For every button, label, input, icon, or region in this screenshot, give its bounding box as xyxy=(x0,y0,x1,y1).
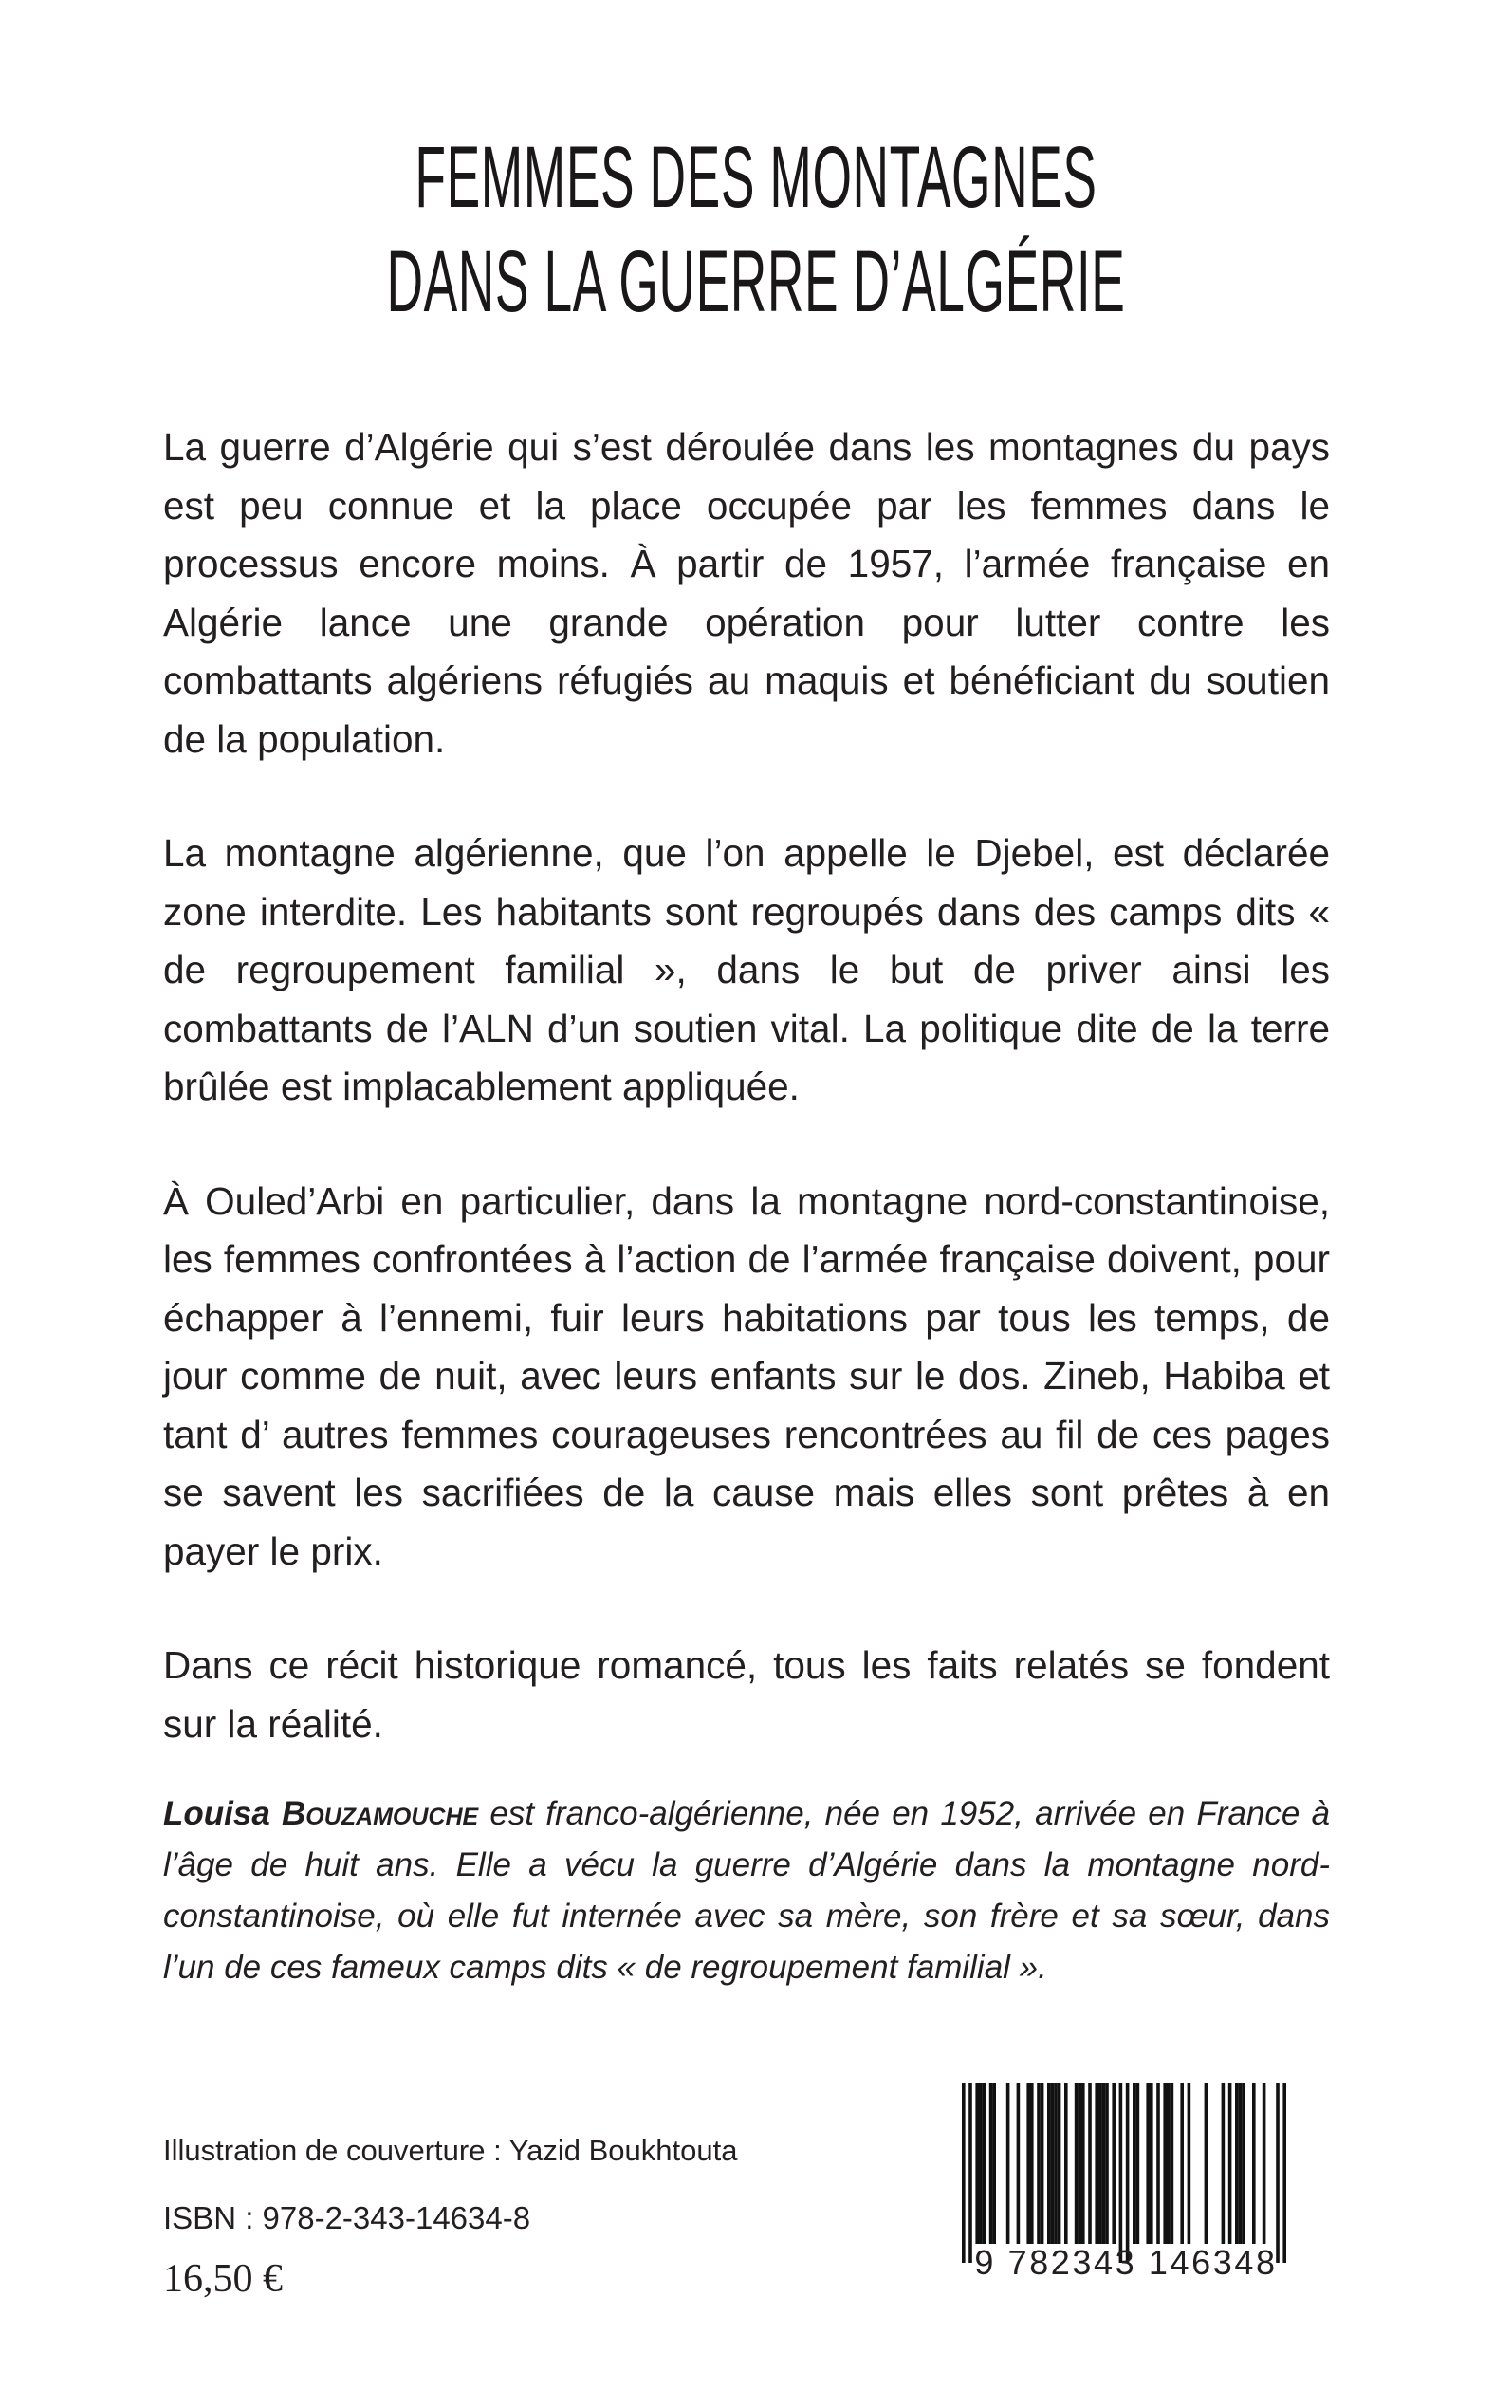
barcode-bar xyxy=(1075,2083,1079,2244)
barcode-bar xyxy=(1078,2083,1081,2244)
barcode-bar xyxy=(989,2083,993,2244)
blurb-paragraph-2: La montagne algérienne, que l’on appelle le Djebel, est déclarée zone interdite. Les habitants sont regroupés dans des camps dits « de regroupement familial », dans le but de priver ainsi les combattants de l’ALN d’un soutien vital. La politique dite de la terre brûlée est implacablement appliquée. xyxy=(163,831,1330,1108)
book-title xyxy=(0,125,1512,334)
barcode-guard-bar xyxy=(1119,2083,1123,2263)
blurb-paragraph-4: Dans ce récit historique romancé, tous les faits relatés se fondent sur la réalité. xyxy=(163,1643,1330,1746)
author-bio-text: est franco-algérienne, née en 1952, arrivée en France à l’âge de huit ans. Elle a vécu la guerre d’Algérie dans la montagne nord-constantinoise, où elle fut internée avec sa mère, son frère et sa sœur, dans l’un de ces fameux camps dits « de regroupement familial ». xyxy=(163,1795,1330,1986)
barcode-bar xyxy=(1242,2083,1245,2244)
barcode-bar xyxy=(1026,2083,1030,2244)
price: 16,50 € xyxy=(163,2257,283,2301)
illustration-credit: Illustration de couverture : Yazid Boukhtouta xyxy=(163,2134,738,2167)
barcode-bar xyxy=(1263,2083,1266,2244)
author-bio xyxy=(163,1788,1330,1993)
barcode-guard-bar xyxy=(1276,2083,1280,2263)
barcode-bar xyxy=(1112,2083,1116,2244)
barcode-bar xyxy=(983,2083,986,2244)
barcode-bar xyxy=(1239,2083,1243,2244)
barcode-digits: 9 782343 146348 xyxy=(974,2243,1278,2282)
barcode-bar xyxy=(1064,2083,1068,2244)
barcode-bar xyxy=(1041,2083,1044,2244)
barcode-bar xyxy=(1058,2083,1061,2244)
barcode-bar xyxy=(1037,2083,1041,2244)
barcode-bar xyxy=(1180,2083,1184,2244)
barcode-bar xyxy=(1133,2083,1136,2244)
barcode-bar xyxy=(992,2083,996,2244)
barcode-bar xyxy=(1146,2083,1150,2244)
barcode-bar xyxy=(1235,2083,1239,2244)
barcode-bar xyxy=(1136,2083,1140,2244)
barcode-bar xyxy=(1205,2083,1208,2244)
barcode-bar xyxy=(1105,2083,1109,2244)
barcode-bar xyxy=(1095,2083,1098,2244)
title-line-1: FEMMES DES MONTAGNES xyxy=(415,129,1097,226)
barcode-bar xyxy=(1054,2083,1058,2244)
author-first-name: Louisa xyxy=(163,1795,270,1832)
barcode-bar xyxy=(979,2083,983,2244)
isbn: ISBN : 978-2-343-14634-8 xyxy=(163,2200,531,2235)
blurb-paragraph-3: À Ouled’Arbi en particulier, dans la montagne nord-constantinoise, les femmes confrontées à l’action de l’armée française doivent, pour échapper à l’ennemi, fuir leurs habitations par tous les temps, de jour comme de nuit, avec leurs enfants sur le dos. Zineb, Habiba et tant d’ autres femmes courageuses rencontrées au fil de ces pages se savent les sacrifiées de la cause mais elles sont prêtes à en payer le prix. xyxy=(163,1178,1330,1573)
barcode-bar xyxy=(1171,2083,1174,2244)
barcode-bar xyxy=(1188,2083,1191,2244)
barcode-bar xyxy=(1088,2083,1092,2244)
barcode-bar xyxy=(1228,2083,1232,2244)
barcode-bar xyxy=(1030,2083,1034,2244)
barcode-bar xyxy=(1252,2083,1256,2244)
barcode-guard-bar xyxy=(1126,2083,1130,2263)
barcode-bar xyxy=(1047,2083,1051,2244)
barcode-bar xyxy=(1102,2083,1106,2244)
barcode-bar xyxy=(1163,2083,1167,2244)
barcode-bar xyxy=(1006,2083,1010,2244)
barcode-guard-bar xyxy=(968,2083,972,2263)
author-last-name: Bouzamouche xyxy=(282,1795,479,1832)
barcode-bar xyxy=(1222,2083,1226,2244)
barcode-bar xyxy=(1051,2083,1055,2244)
barcode-guard-bar xyxy=(1282,2083,1286,2263)
barcode-bar xyxy=(1081,2083,1085,2244)
barcode-bar xyxy=(1167,2083,1171,2244)
barcode-bar xyxy=(1098,2083,1102,2244)
barcode xyxy=(936,2079,1316,2286)
barcode-bar xyxy=(1017,2083,1021,2244)
barcode-bar xyxy=(1156,2083,1160,2244)
barcode-bar xyxy=(1150,2083,1153,2244)
title-line-2: DANS LA GUERRE D’ALGÉRIE xyxy=(386,233,1126,330)
blurb xyxy=(163,418,1330,1809)
author-name xyxy=(163,1795,478,1832)
barcode-guard-bar xyxy=(962,2083,966,2263)
blurb-paragraph-1: La guerre d’Algérie qui s’est déroulée dans les montagnes du pays est peu connue et la place occupée par les femmes dans le processus encore moins. À partir de 1957, l’armée française en Algérie lance une grande opération pour lutter contre les combattants algériens réfugiés au maquis et bénéficiant du soutien de la population. xyxy=(163,425,1330,761)
barcode-bar xyxy=(975,2083,979,2244)
